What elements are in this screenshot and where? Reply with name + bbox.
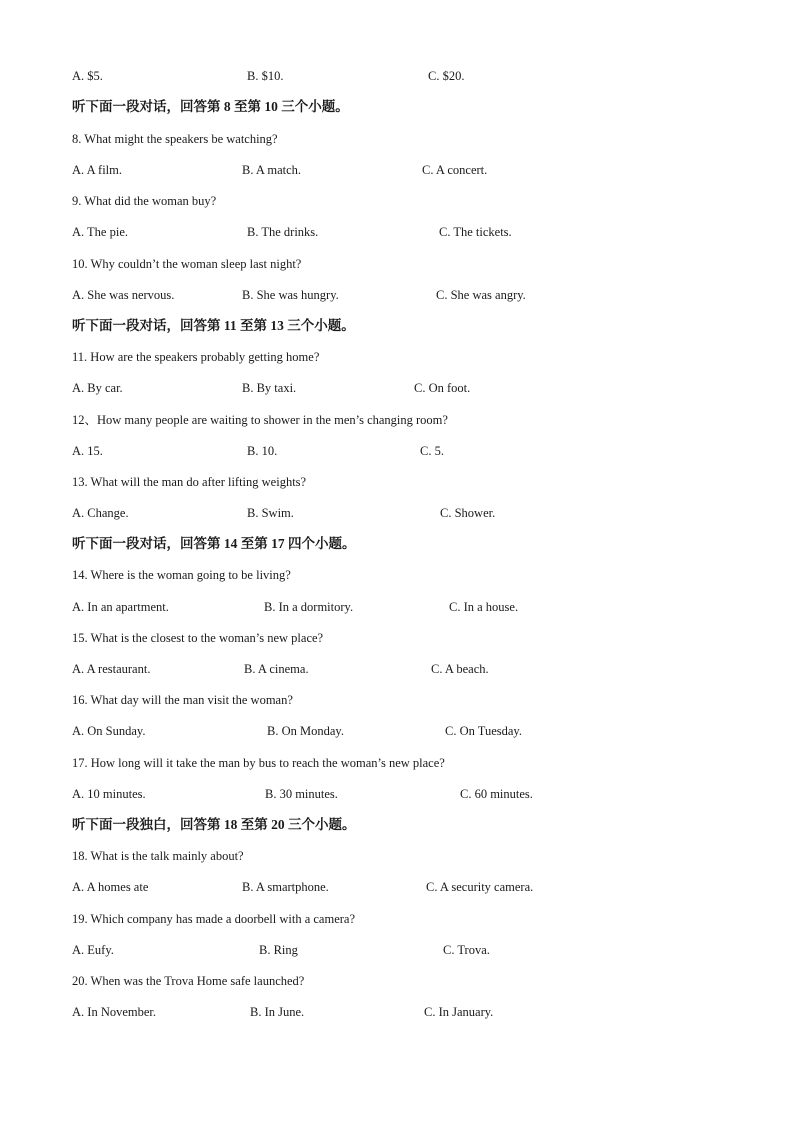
option-b: B. In June.	[250, 1005, 305, 1019]
option-b: B. In a dormitory.	[264, 600, 354, 614]
option-c: C. The tickets.	[439, 225, 512, 239]
option-c: C. In a house.	[449, 600, 519, 614]
option-a: A. The pie.	[72, 225, 129, 239]
option-b: B. On Monday.	[267, 724, 344, 738]
question-14: 14. Where is the woman going to be living?	[72, 568, 291, 582]
option-a: A. Eufy.	[72, 943, 114, 957]
option-b: B. 30 minutes.	[265, 787, 338, 801]
question-12: 12、How many people are waiting to shower in the men’s changing room?	[72, 413, 448, 427]
question-15: 15. What is the closest to the woman’s new place?	[72, 631, 324, 645]
option-a: A. She was nervous.	[72, 288, 175, 302]
option-a: A. On Sunday.	[72, 724, 146, 738]
option-a: A. In an apartment.	[72, 600, 169, 614]
question-16: 16. What day will the man visit the woman?	[72, 693, 293, 707]
question-11: 11. How are the speakers probably getting home?	[72, 350, 320, 364]
question-17: 17. How long will it take the man by bus to reach the woman’s new place?	[72, 756, 445, 770]
option-c: C. On Tuesday.	[445, 724, 522, 738]
question-8: 8. What might the speakers be watching?	[72, 132, 278, 146]
section-heading-18-20: 听下面一段独白，回答第 18 至第 20 三个小题。	[72, 817, 356, 832]
option-c: C. A security camera.	[426, 880, 534, 894]
option-c: C. 5.	[420, 444, 444, 458]
option-b: B. By taxi.	[242, 381, 297, 395]
option-b: B. 10.	[247, 444, 278, 458]
option-a: A. $5.	[72, 69, 103, 83]
option-a: A. In November.	[72, 1005, 157, 1019]
option-c: C. Shower.	[440, 506, 496, 520]
option-c: C. A concert.	[422, 163, 488, 177]
option-a: A. A restaurant.	[72, 662, 151, 676]
section-heading-8-10: 听下面一段对话，回答第 8 至第 10 三个小题。	[72, 99, 349, 114]
section-heading-14-17: 听下面一段对话，回答第 14 至第 17 四个小题。	[72, 536, 356, 551]
option-b: B. A smartphone.	[242, 880, 329, 894]
option-a: A. 10 minutes.	[72, 787, 146, 801]
question-19: 19. Which company has made a doorbell with a camera?	[72, 912, 355, 926]
option-c: C. A beach.	[431, 662, 489, 676]
option-a: A. By car.	[72, 381, 123, 395]
option-c: C. $20.	[428, 69, 465, 83]
option-b: B. A cinema.	[244, 662, 309, 676]
option-a: A. A homes ate	[72, 880, 149, 894]
option-c: C. In January.	[424, 1005, 494, 1019]
question-9: 9. What did the woman buy?	[72, 194, 217, 208]
option-a: A. 15.	[72, 444, 103, 458]
question-13: 13. What will the man do after lifting weights?	[72, 475, 307, 489]
option-c: C. On foot.	[414, 381, 471, 395]
option-c: C. Trova.	[443, 943, 490, 957]
option-a: A. Change.	[72, 506, 129, 520]
option-c: C. 60 minutes.	[460, 787, 533, 801]
option-c: C. She was angry.	[436, 288, 526, 302]
section-heading-11-13: 听下面一段对话，回答第 11 至第 13 三个小题。	[72, 318, 355, 333]
option-b: B. $10.	[247, 69, 284, 83]
option-b: B. She was hungry.	[242, 288, 339, 302]
option-b: B. Swim.	[247, 506, 294, 520]
option-b: B. The drinks.	[247, 225, 319, 239]
option-b: B. A match.	[242, 163, 302, 177]
option-a: A. A film.	[72, 163, 123, 177]
option-b: B. Ring	[259, 943, 298, 957]
question-20: 20. When was the Trova Home safe launched?	[72, 974, 305, 988]
question-18: 18. What is the talk mainly about?	[72, 849, 244, 863]
question-10: 10. Why couldn’t the woman sleep last night?	[72, 257, 302, 271]
